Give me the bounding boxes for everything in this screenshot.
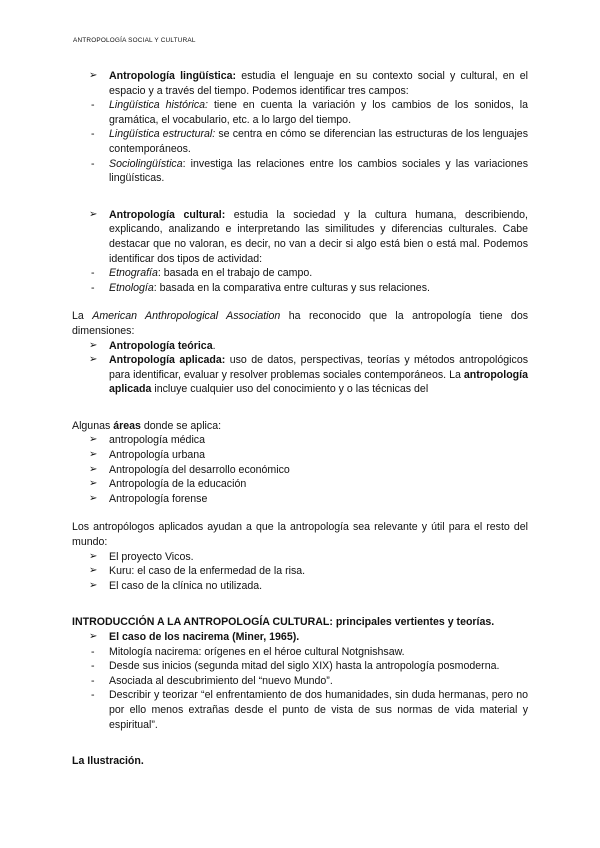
dash-bullet: - [91,99,95,112]
list-item-text: : basada en el trabajo de campo. [157,267,313,280]
term-antropologia-teorica: Antropología teórica [109,339,213,352]
running-header: ANTROPOLOGÍA SOCIAL Y CULTURAL [73,37,196,44]
section-heading-ilustracion: La Ilustración. [72,755,144,768]
arrow-bullet-icon: ➢ [89,208,98,220]
definition-text: estudia el lenguaje en su contexto social y cultural, en el espacio y a través del tiempo. Podemos identificar tres campos: [109,70,528,97]
dash-bullet: - [91,645,95,658]
arrow-bullet-icon: ➢ [89,631,98,642]
term-antropologia-cultural: Antropología cultural: [109,208,226,221]
list-item-text: se centra en cómo se diferencian las estructuras de los lenguajes contemporáneos. [109,128,528,155]
term-areas: áreas [113,419,141,432]
arrow-bullet-icon: ➢ [89,434,98,446]
arrow-bullet-icon: ➢ [89,550,98,562]
arrow-bullet-icon: ➢ [89,354,98,366]
list-item-linguistica-historica [72,98,528,127]
list-item-text: tiene en cuenta la variación y los cambios de los sonidos, la gramática, el vocabulario, etc. a lo largo del tiempo. [109,99,528,126]
section-antropologia-linguistica [72,69,528,98]
list-item-etnografia [72,266,528,281]
arrow-bullet-icon: ➢ [89,492,98,504]
list-item-nacirema-detail: - Describir y teorizar “el enfrentamiento de dos humanidades, sin duda hermanas, pero no por ello menos extrañas desde el punto de vista de sus normas de vida material y espiritual”. [91,689,528,731]
list-item-area: ➢ antropología médica [89,434,205,447]
arrow-bullet-icon: ➢ [89,449,98,461]
section-antropologia-cultural [72,208,528,266]
term-linguistica-estructural: Lingüística estructural: [109,128,216,141]
arrow-bullet-icon: ➢ [89,579,98,591]
term-antropologia-aplicada: Antropología aplicada: [109,354,226,367]
organization-name: American Anthropological Association [92,310,281,323]
list-item-area: ➢ Antropología de la educación [89,478,247,491]
paragraph-antropologos-aplicados: Los antropólogos aplicados ayudan a que la antropología sea relevante y útil para el resto del mundo: [72,521,528,549]
definition-text: estudia la sociedad y la cultura humana, describiendo, explicando, analizando e interpretando las similitudes y diferencias culturales. Cabe destacar que no valoran, es decir, no van a decir si algo está bien o está mal. Podemos identificar dos tipos de actividad: [109,208,528,265]
paragraph-aaa: La American Anthropological Association ha reconocido que la antropología tiene dos dimensiones: [72,310,529,337]
term-antropologia-aplicada-inline: antropología aplicada [109,368,528,396]
list-item-nacirema-detail: - Mitología nacirema: orígenes en el héroe cultural Notgnishsaw. [91,645,405,658]
term-antropologia-linguistica: Antropología lingüística: [109,70,237,82]
arrow-bullet-icon: ➢ [89,478,98,490]
list-item-antropologia-teorica: ➢ Antropología teórica. [89,339,216,352]
list-item-nacirema-detail: - Asociada al descubrimiento del “nuevo Mundo”. [91,674,333,687]
list-item-antropologia-aplicada: ➢ Antropología aplicada: uso de datos, perspectivas, teorías y métodos antropológicos para identificar, evaluar y resolver problemas sociales contemporáneos. La antropología aplicada incluye cualquier uso del conocimiento y o las técnicas del [89,354,529,396]
list-item-nacirema [72,630,528,645]
arrow-bullet-icon: ➢ [89,463,98,475]
term-etnografia: Etnografía [109,267,158,280]
paragraph-areas: Algunas áreas donde se aplica: [72,419,222,432]
list-item-etnologia [72,281,528,296]
list-item-case: ➢ El proyecto Vicos. [89,550,194,563]
arrow-bullet-icon: ➢ [89,339,98,351]
list-item-sociolinguistica [72,157,528,186]
arrow-bullet-icon: ➢ [89,565,98,577]
dash-bullet: - [91,674,95,687]
dash-bullet: - [91,689,95,702]
term-nacirema: El caso de los nacirema (Miner, 1965). [109,631,300,643]
list-item-area: ➢ Antropología forense [89,492,208,505]
list-item-area: ➢ Antropología del desarrollo económico [89,463,290,476]
list-item-case: ➢ Kuru: el caso de la enfermedad de la risa. [89,565,306,578]
list-item-nacirema-detail: - Desde sus inicios (segunda mitad del siglo XIX) hasta la antropología posmoderna. [91,660,500,673]
list-item-text: : basada en la comparativa entre culturas y sus relaciones. [153,281,430,294]
list-item-text: : investiga las relaciones entre los cambios sociales y las variaciones lingüísticas. [109,157,528,185]
list-item-linguistica-estructural [72,127,528,156]
dash-bullet: - [91,281,95,294]
dash-bullet: - [91,267,95,280]
page-content [72,69,528,769]
term-etnologia: Etnología [109,281,154,294]
arrow-bullet-icon: ➢ [89,70,98,81]
list-item-area: ➢ Antropología urbana [89,449,206,462]
section-heading-introduccion: INTRODUCCIÓN A LA ANTROPOLOGÍA CULTURAL: principales vertientes y teorías. [72,616,495,629]
dash-bullet: - [91,157,95,170]
dash-bullet: - [91,128,95,141]
term-linguistica-historica: Lingüística histórica: [109,99,208,112]
term-sociolinguistica: Sociolingüística [109,157,183,170]
dash-bullet: - [91,660,95,673]
list-item-case: ➢ El caso de la clínica no utilizada. [89,579,263,592]
